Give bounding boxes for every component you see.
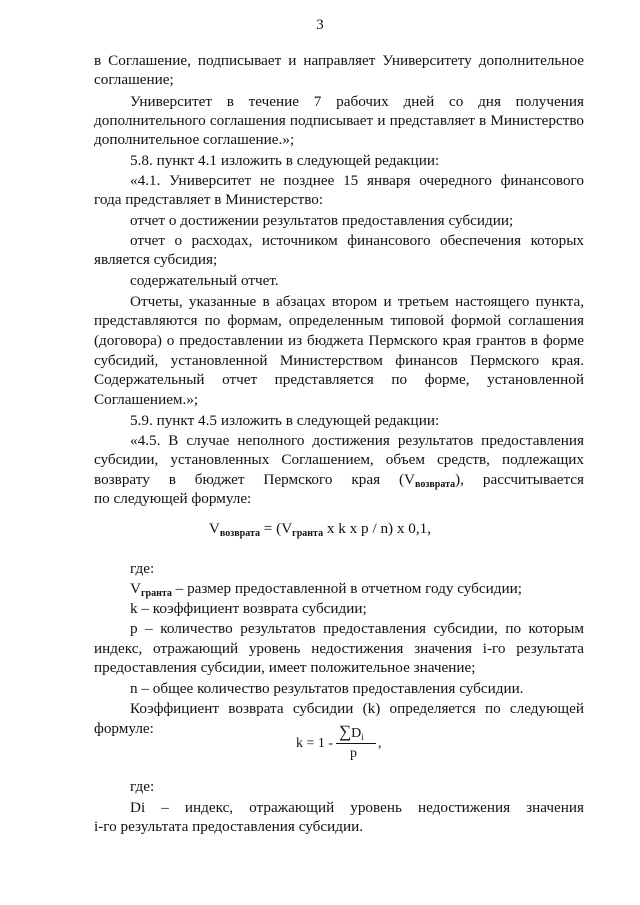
text-fragment: возврату в бюджет Пермского края (V — [94, 471, 416, 488]
text-line: 5.8. пункт 4.1 изложить в следующей редакции: — [130, 152, 440, 169]
text-line: отчет о расходах, источником финансового обеспечения которых — [130, 232, 584, 249]
text-line: содержательный отчет. — [130, 272, 279, 289]
k-formula-denominator: p — [350, 746, 357, 761]
text-line: представляются по формам, определенным типовой формой соглашения — [94, 312, 584, 329]
text-line: Содержательный отчет представляется по форме, установленной — [94, 371, 584, 388]
def-di-line: i-го результата предоставления субсидии. — [94, 818, 364, 835]
text-line: 5.9. пункт 4.5 изложить в следующей редакции: — [130, 412, 440, 429]
formula-rest: x k x p / n) x 0,1, — [323, 520, 432, 537]
text-line: Отчеты, указанные в абзацах втором и третьем настоящего пункта, — [130, 293, 584, 310]
formula-eq: = (V — [259, 520, 293, 537]
text-line: субсидии, установленных Соглашением, объем средств, подлежащих — [94, 451, 584, 468]
subscript: возврата — [415, 479, 456, 490]
def-p-line: p – количество результатов предоставления субсидии, по которым — [130, 620, 584, 637]
where-label: где: — [130, 560, 155, 577]
sigma-symbol: ∑ — [339, 722, 352, 741]
text-fragment: – размер предоставленной в отчетном году субсидии; — [171, 580, 522, 597]
return-formula — [0, 520, 640, 543]
text-line: соглашение; — [94, 71, 174, 88]
fraction-bar — [336, 743, 376, 744]
i-subscript: i — [361, 732, 364, 742]
k-formula-comma: , — [378, 736, 382, 751]
text-line: года представляет в Министерство: — [94, 191, 324, 208]
text-line: является субсидия; — [94, 251, 218, 268]
formula-v: V — [208, 520, 220, 537]
text-line: дополнительного соглашения подписывает и представляет в Министерство — [94, 112, 584, 129]
text-fragment: V — [130, 580, 141, 597]
formula-sub-grant: гранта — [292, 528, 324, 539]
text-line: по следующей формуле: — [94, 490, 252, 507]
text-line: «4.5. В случае неполного достижения результатов предоставления — [130, 432, 584, 449]
page-number: 3 — [316, 17, 324, 33]
k-formula-numerator — [339, 722, 364, 742]
k-formula — [296, 722, 406, 768]
subscript: гранта — [140, 588, 172, 599]
text-fragment: ), рассчитывается — [455, 471, 584, 488]
text-line: отчет о достижении результатов предоставления субсидии; — [130, 212, 514, 229]
def-p-line: предоставления субсидии, имеет положительное значение; — [94, 659, 476, 676]
text-line: в Соглашение, подписывает и направляет Университету дополнительное — [94, 52, 584, 69]
k-formula-lhs: k = 1 - — [296, 736, 334, 751]
formula-sub-return: возврата — [219, 528, 260, 539]
text-line: дополнительное соглашение.»; — [94, 131, 295, 148]
d-symbol: D — [351, 726, 362, 741]
coef-line: формуле: — [94, 720, 154, 737]
text-line: Соглашением.»; — [94, 391, 199, 408]
text-line: Университет в течение 7 рабочих дней со дня получения — [130, 93, 584, 110]
text-line: (договора) о предоставлении из бюджета Пермского края грантов в форме — [94, 332, 584, 349]
def-k: k – коэффициент возврата субсидии; — [130, 600, 367, 617]
where-label: где: — [130, 778, 155, 795]
def-p-line: индекс, отражающий уровень недостижения значения i-го результата — [94, 640, 584, 657]
def-n: n – общее количество результатов предоставления субсидии. — [130, 680, 524, 697]
text-line: «4.1. Университет не позднее 15 января очередного финансового — [130, 172, 584, 189]
def-di-line: Di – индекс, отражающий уровень недостижения значения — [130, 799, 584, 816]
coef-line: Коэффициент возврата субсидии (k) определяется по следующей — [130, 700, 584, 717]
text-line: субсидий, установленной Министерством финансов Пермского края. — [94, 352, 584, 369]
